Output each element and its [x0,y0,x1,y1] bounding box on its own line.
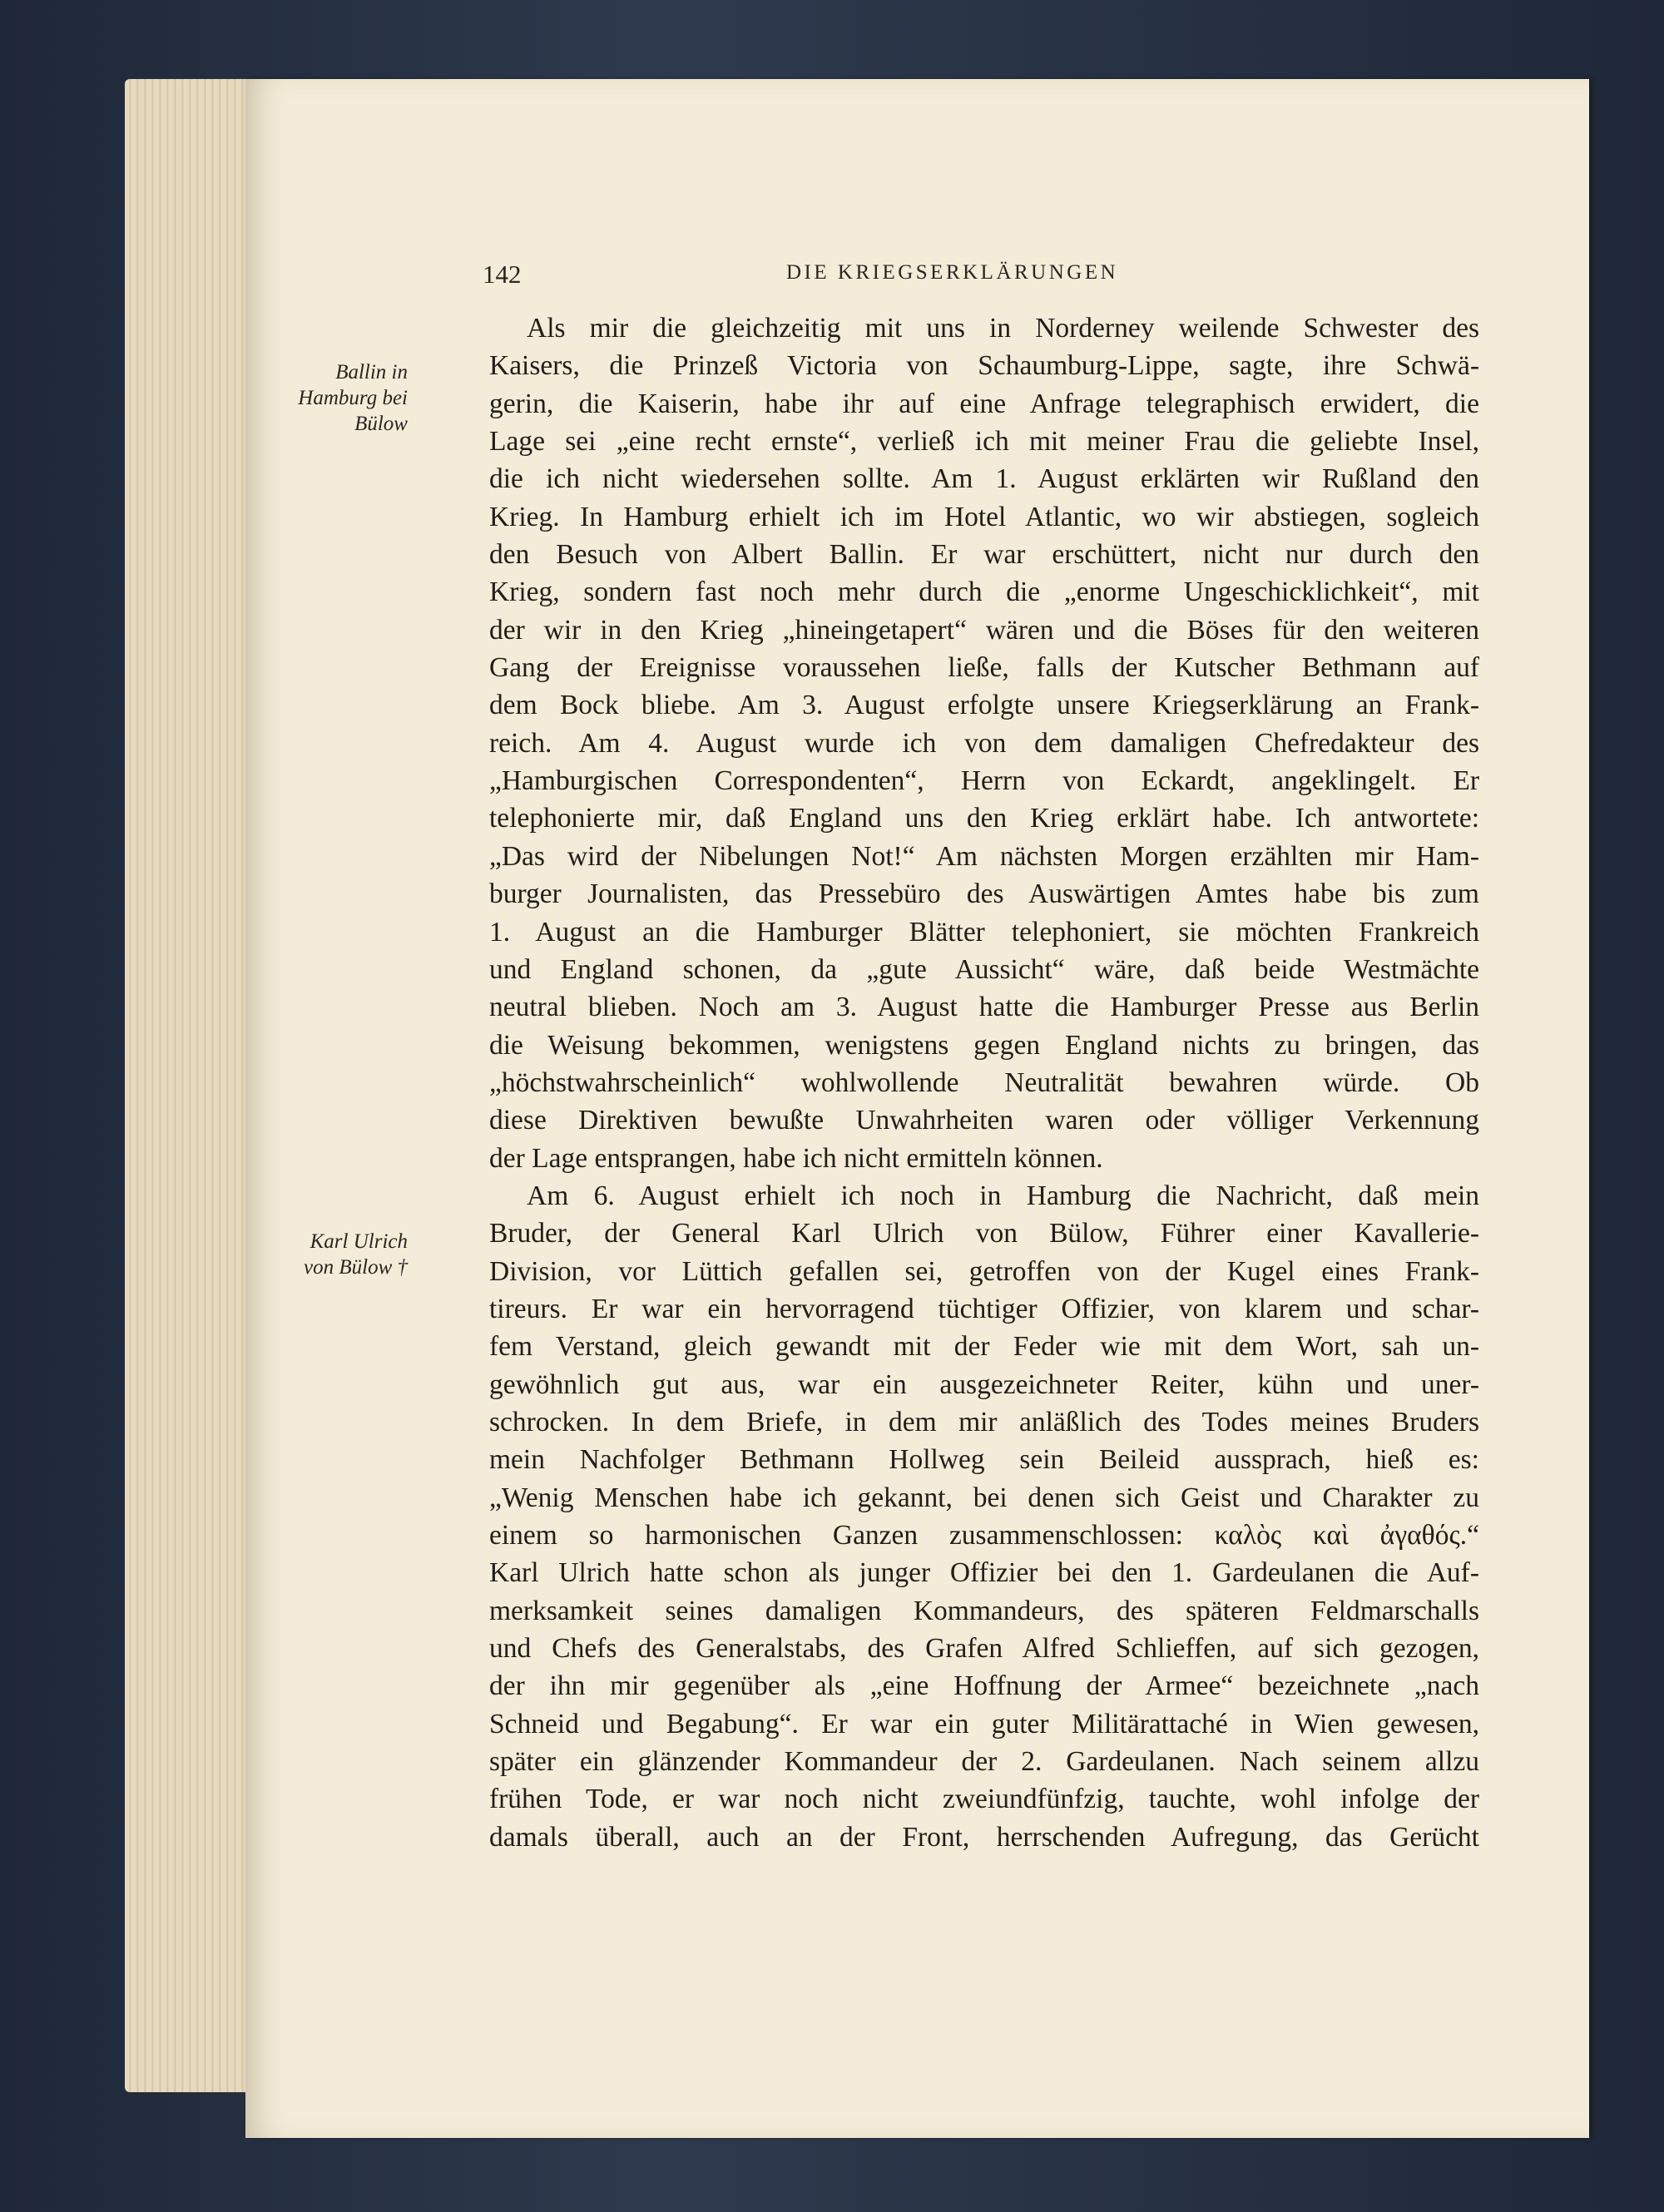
text-line: schrocken. In dem Briefe, in dem mir anläßlich des Todes meines Bruders [489,1406,1479,1438]
text-line: gerin, die Kaiserin, habe ihr auf eine Anfrage telegraphisch erwidert, die [489,388,1479,419]
text-line: Division, vor Lüttich gefallen sei, getroffen von der Kugel eines Frank- [489,1255,1479,1287]
margin-note-line: Karl Ulrich [310,1230,408,1253]
text-line: Gang der Ereignisse voraussehen ließe, falls der Kutscher Bethmann auf [489,652,1479,684]
page-edges [125,79,258,2092]
text-line: reich. Am 4. August wurde ich von dem damaligen Chefredakteur des [489,727,1479,759]
text-line: dem Bock bliebe. Am 3. August erfolgte unsere Kriegserklärung an Frank- [489,690,1479,721]
text-line: den Besuch von Albert Ballin. Er war erschüttert, nicht nur durch den [489,539,1479,571]
text-line: die ich nicht wiedersehen sollte. Am 1. August erklärten wir Rußland den [489,463,1479,495]
text-line: einem so harmonischen Ganzen zusammenschlossen: καλὸς καὶ ἀγαθός.“ [489,1520,1479,1551]
text-line: frühen Tode, er war noch nicht zweiundfünfzig, tauchte, wohl infolge der [489,1784,1479,1815]
text-line: Karl Ulrich hatte schon als junger Offizier bei den 1. Gardeulanen die Auf- [489,1557,1479,1589]
text-line: tireurs. Er war ein hervorragend tüchtiger Offizier, von klarem und schar- [489,1293,1479,1324]
text-line: fem Verstand, gleich gewandt mit der Feder wie mit dem Wort, sah un- [489,1331,1479,1363]
paragraph-1 [489,309,1479,1177]
running-title: DIE KRIEGSERKLÄRUNGEN [786,261,1119,284]
text-line: „höchstwahrscheinlich“ wohlwollende Neutralität bewahren würde. Ob [489,1066,1479,1098]
text-line: Lage sei „eine recht ernste“, verließ ich mit meiner Frau die geliebte Insel, [489,426,1479,458]
text-line: und England schonen, da „gute Aussicht“ wäre, daß beide Westmächte [489,953,1479,985]
text-line: Als mir die gleichzeitig mit uns in Norderney weilende Schwester des [527,313,1479,344]
text-line: merksamkeit seines damaligen Kommandeurs, des späteren Feldmarschalls [489,1595,1479,1626]
text-line: Kaisers, die Prinzeß Victoria von Schaumburg-Lippe, sagte, ihre Schwä- [489,350,1479,382]
text-line: gewöhnlich gut aus, war ein ausgezeichneter Reiter, kühn und uner- [489,1368,1479,1400]
text-line: der ihn mir gegenüber als „eine Hoffnung der Armee“ bezeichnete „nach [489,1670,1479,1702]
text-line: Krieg. In Hamburg erhielt ich im Hotel Atlantic, wo wir abstiegen, sogleich [489,501,1479,532]
text-line: Bruder, der General Karl Ulrich von Bülow, Führer einer Kavallerie- [489,1218,1479,1250]
paragraph-2 [489,1177,1479,1856]
page-header [483,260,1315,298]
text-line: der Lage entsprangen, habe ich nicht ermitteln können. [489,1142,1103,1174]
text-line: damals überall, auch an der Front, herrschenden Aufregung, das Gerücht [489,1821,1479,1853]
text-line: der wir in den Krieg „hineingetapert“ wären und die Böses für den weiteren [489,614,1479,646]
text-line: „Hamburgischen Correspondenten“, Herrn von Eckardt, angeklingelt. Er [489,765,1479,797]
text-line: diese Direktiven bewußte Unwahrheiten waren oder völliger Verkennung [489,1105,1479,1136]
margin-note-line: Hamburg bei [298,387,408,409]
text-line: 1. August an die Hamburger Blätter telephoniert, sie möchten Frankreich [489,916,1479,948]
text-line: mein Nachfolger Bethmann Hollweg sein Beileid aussprach, hieß es: [489,1444,1479,1476]
text-line: Am 6. August erhielt ich noch in Hamburg die Nachricht, daß mein [527,1180,1479,1211]
text-line: Krieg, sondern fast noch mehr durch die „enorme Ungeschicklichkeit“, mit [489,577,1479,608]
text-line: „Wenig Menschen habe ich gekannt, bei denen sich Geist und Charakter zu [489,1482,1479,1513]
text-line: Schneid und Begabung“. Er war ein guter Militärattaché in Wien gewesen, [489,1708,1479,1739]
text-line: neutral blieben. Noch am 3. August hatte die Hamburger Presse aus Berlin [489,992,1479,1023]
text-line: später ein glänzender Kommandeur der 2. Gardeulanen. Nach seinem allzu [489,1746,1479,1778]
margin-note-karl-ulrich [241,1229,408,1280]
text-line: burger Journalisten, das Pressebüro des Auswärtigen Amtes habe bis zum [489,878,1479,910]
text-line: „Das wird der Nibelungen Not!“ Am nächsten Morgen erzählten mir Ham- [489,840,1479,872]
text-line: die Weisung bekommen, wenigstens gegen England nichts zu bringen, das [489,1029,1479,1061]
margin-note-ballin [241,359,408,437]
text-line: telephonierte mir, daß England uns den Krieg erklärt habe. Ich antwortete: [489,803,1479,834]
margin-note-line: Bülow [354,413,408,435]
text-line: und Chefs des Generalstabs, des Grafen Alfred Schlieffen, auf sich gezogen, [489,1633,1479,1665]
page-number: 142 [483,260,522,289]
body-text [489,309,1479,1856]
margin-note-line: von Bülow † [304,1256,408,1279]
margin-note-line: Ballin in [335,361,408,384]
